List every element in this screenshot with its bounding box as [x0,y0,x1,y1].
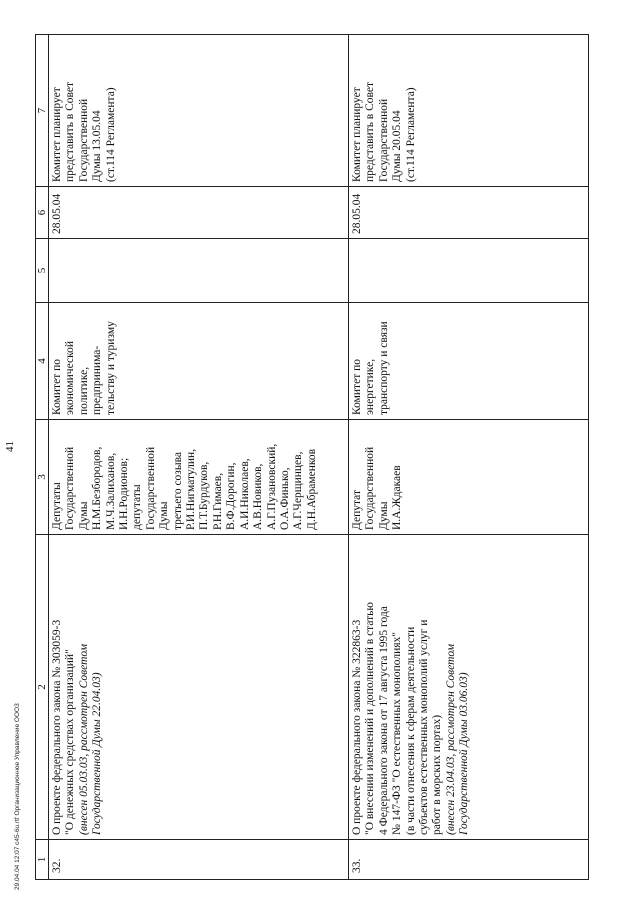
cell-line: М.Ч.Залиханов, [104,452,117,530]
date-cell: 28.05.04 [349,187,589,239]
cell-line: Р.Н.Гимаев, [211,472,224,530]
cell-line: Думы [158,501,171,530]
committee-cell [49,303,349,420]
cell-line: Н.М.Безбородов, [91,446,104,530]
cell-line: (внесен 05.03.03, рассмотрен Советом [77,643,90,835]
column-header: 1 [36,840,49,880]
authors-cell [49,420,349,535]
cell-line: работ в морских портах) [431,714,444,835]
cell-line: Государственной [77,98,90,182]
cell-line: Государственной [64,446,77,530]
cell-line: Государственной Думы 03.06.03) [458,672,471,835]
cell-line: субъектов естественных монополий услуг и [418,619,431,835]
column-number-header [36,35,49,880]
column5-cell [349,239,589,303]
table-row [49,35,349,880]
cell-line: "О денежных средствах организаций" [64,649,77,835]
cell-line: (внесен 23.04.03, рассмотрен Советом [444,643,457,835]
cell-line: Комитет по [51,359,63,415]
column-header: 3 [36,420,49,535]
cell-line: Государственной Думы 22.04.03) [91,672,104,835]
cell-line: Государственной [144,446,157,530]
cell-line: (в части отнесения к сферам деятельности [404,626,417,835]
rotated-table-sheet [35,35,610,880]
page-number: 41 [4,441,16,452]
column-header: 5 [36,239,49,303]
cell-line: А.В.Новиков, [252,463,265,530]
cell-line: 4 Федерального закона от 17 августа 1995 года [377,606,390,835]
column5-cell [49,239,349,303]
cell-line: И.Н.Родионов; [118,457,131,530]
cell-line: (ст.114 Регламента) [404,87,417,182]
cell-line: представить в Совет [64,81,77,182]
row-number-cell: 32. [49,840,349,880]
table-body [49,35,589,880]
cell-line: В.Ф.Дорогин, [225,462,238,530]
column-header: 2 [36,535,49,840]
cell-line: Думы 20.05.04 [391,110,404,182]
cell-line: О проекте федерального закона № 322863-3 [351,619,363,835]
cell-line: энергетике, [364,358,377,415]
cell-line: И.А.Ждакаев [391,465,404,530]
authors-cell [349,420,589,535]
cell-line: предпринима- [91,345,104,415]
cell-line: Думы [77,501,90,530]
column-header: 6 [36,187,49,239]
table-row [349,35,589,880]
column-header: 4 [36,303,49,420]
cell-line: Р.И.Нигматулин, [185,448,198,530]
cell-line: тельству и туризму [104,321,117,415]
cell-line: Д.Н.Абраменков [305,448,318,530]
cell-line: А.И.Николаев, [238,458,251,530]
cell-line: Думы [377,501,390,530]
cell-line: третьего созыва [171,452,184,530]
cell-line: А.Г.Пузановский, [265,443,278,530]
cell-line: депутаты [131,484,144,530]
note-cell [49,35,349,187]
cell-line: Комитет планирует [51,87,63,182]
cell-line: Государственной [377,98,390,182]
committee-cell [349,303,589,420]
cell-line: Комитет по [351,359,363,415]
cell-line: Комитет планирует [351,87,363,182]
cell-line: Депутаты [51,482,63,530]
cell-line: О проекте федерального закона № 303059-3 [51,619,63,835]
cell-line: транспорту и связи [377,321,390,415]
cell-line: О.А.Финько, [278,467,291,530]
column-header: 7 [36,35,49,187]
footer-note: 29.04.04 12:07 c45-6u.rtf Организационное Управление ООО3 [14,703,21,890]
cell-line: Государственной [364,446,377,530]
cell-line: (ст.114 Регламента) [104,87,117,182]
row-number-cell: 33. [349,840,589,880]
cell-line: "О внесении изменений и дополнений в статью [364,601,377,835]
cell-line: политике, [77,366,90,415]
cell-line: П.Т.Бурдуков, [198,461,211,530]
cell-line: экономической [64,341,77,415]
note-cell [349,35,589,187]
cell-line: представить в Совет [364,81,377,182]
date-cell: 28.05.04 [49,187,349,239]
cell-line: А.Г.Черщинцев, [292,451,305,530]
bill-cell [349,535,589,840]
bill-cell [49,535,349,840]
cell-line: Думы 13.05.04 [91,110,104,182]
bills-table [35,34,589,880]
cell-line: Депутат [351,490,363,530]
cell-line: № 147-ФЗ "О естественных монополиях" [391,631,404,835]
